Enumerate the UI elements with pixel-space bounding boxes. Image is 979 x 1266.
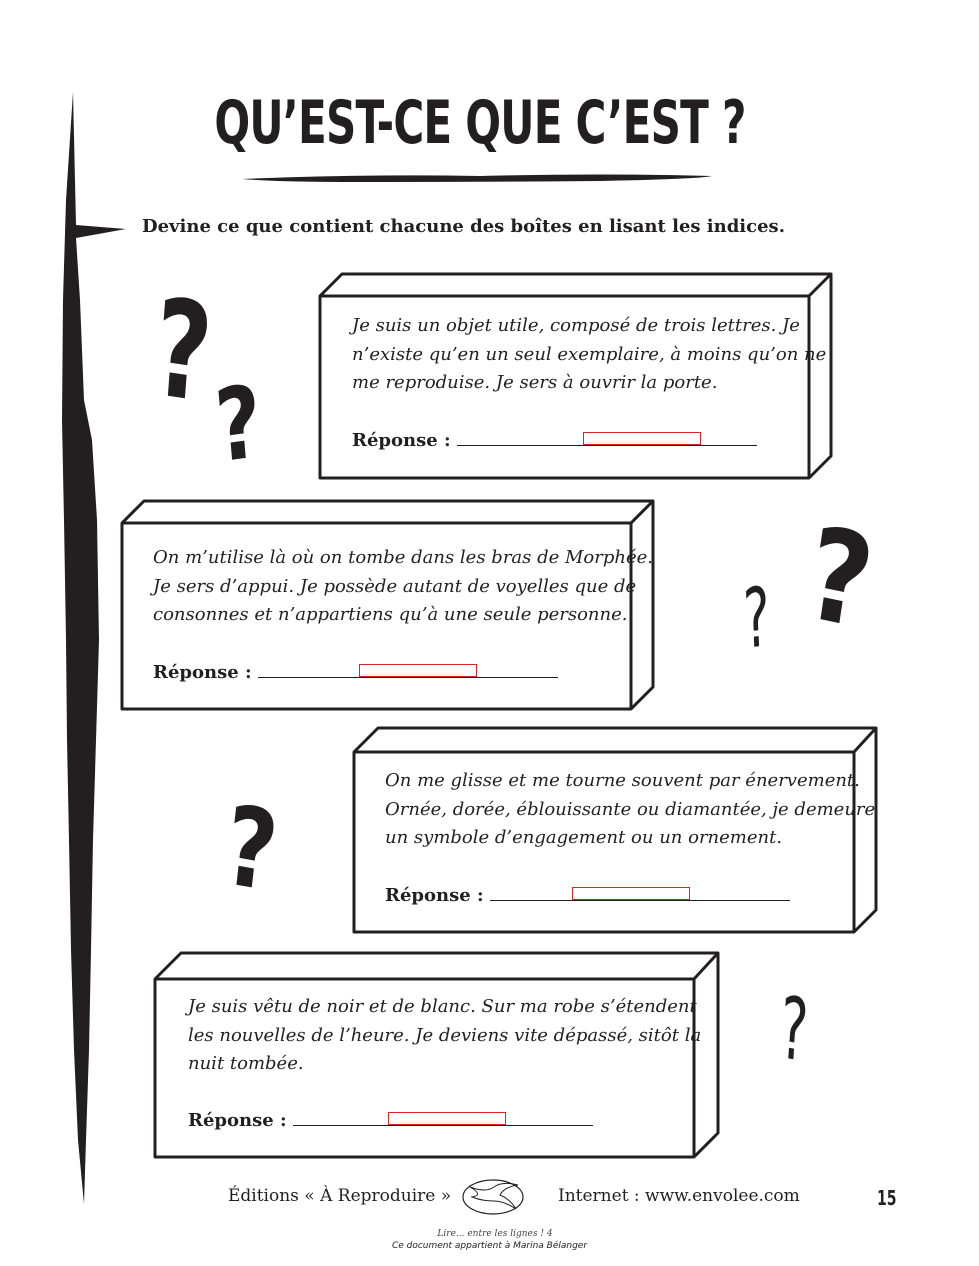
clue-text-2: On m’utilise là où on tombe dans les bras de Morphée. Je sers d’appui. Je possède autant de voyelles que de consonnes et n’appartiens qu’à une seule personne. (153, 547, 654, 626)
document-owner: Ce document appartient à Marina Bélanger (391, 1241, 588, 1251)
clue-text-1: Je suis un objet utile, composé de trois lettres. Je n’existe qu’en un seul exemplaire, à moins qu’on ne me reproduise. Je sers à ouvrir la porte. (352, 315, 827, 394)
page-title: QU’EST-CE QUE C’EST ? (214, 88, 746, 158)
answer-label-3: Réponse : (385, 885, 484, 906)
instructions: Devine ce que contient chacune des boîtes en lisant les indices. (142, 216, 785, 237)
question-mark-icon: ? (777, 978, 811, 1083)
clue-text-4: Je suis vêtu de noir et de blanc. Sur ma robe s’étendent les nouvelles de l’heure. Je deviens vite dépassé, sitôt la nuit tombée. (188, 996, 702, 1075)
left-decorative-bar (0, 0, 140, 1266)
redaction-box-3 (572, 887, 690, 900)
question-mark-icon: ? (741, 569, 772, 668)
title-underline (240, 170, 715, 186)
question-mark-icon: ? (149, 269, 217, 434)
answer-line-2 (153, 662, 558, 683)
redaction-box-1 (583, 432, 701, 445)
redaction-box-2 (359, 664, 477, 677)
series-title: Lire... entre les lignes ! 4 (437, 1229, 553, 1239)
clue-text-3: On me glisse et me tourne souvent par énervement. Ornée, dorée, éblouissante ou diamantée, je demeure un symbole d’engagement ou un ornement. (385, 770, 876, 849)
page-number: 15 (877, 1186, 897, 1210)
footer-website: Internet : www.envolee.com (558, 1186, 800, 1206)
answer-label-2: Réponse : (153, 662, 252, 683)
question-mark-icon: ? (211, 362, 266, 486)
question-mark-icon: ? (218, 781, 284, 917)
answer-label-4: Réponse : (188, 1110, 287, 1131)
question-mark-icon: ? (797, 499, 882, 659)
footer-publisher: Éditions « À Reproduire » (228, 1186, 452, 1206)
bird-logo-icon (460, 1175, 526, 1219)
redaction-box-4 (388, 1112, 506, 1125)
answer-label-1: Réponse : (352, 430, 451, 451)
